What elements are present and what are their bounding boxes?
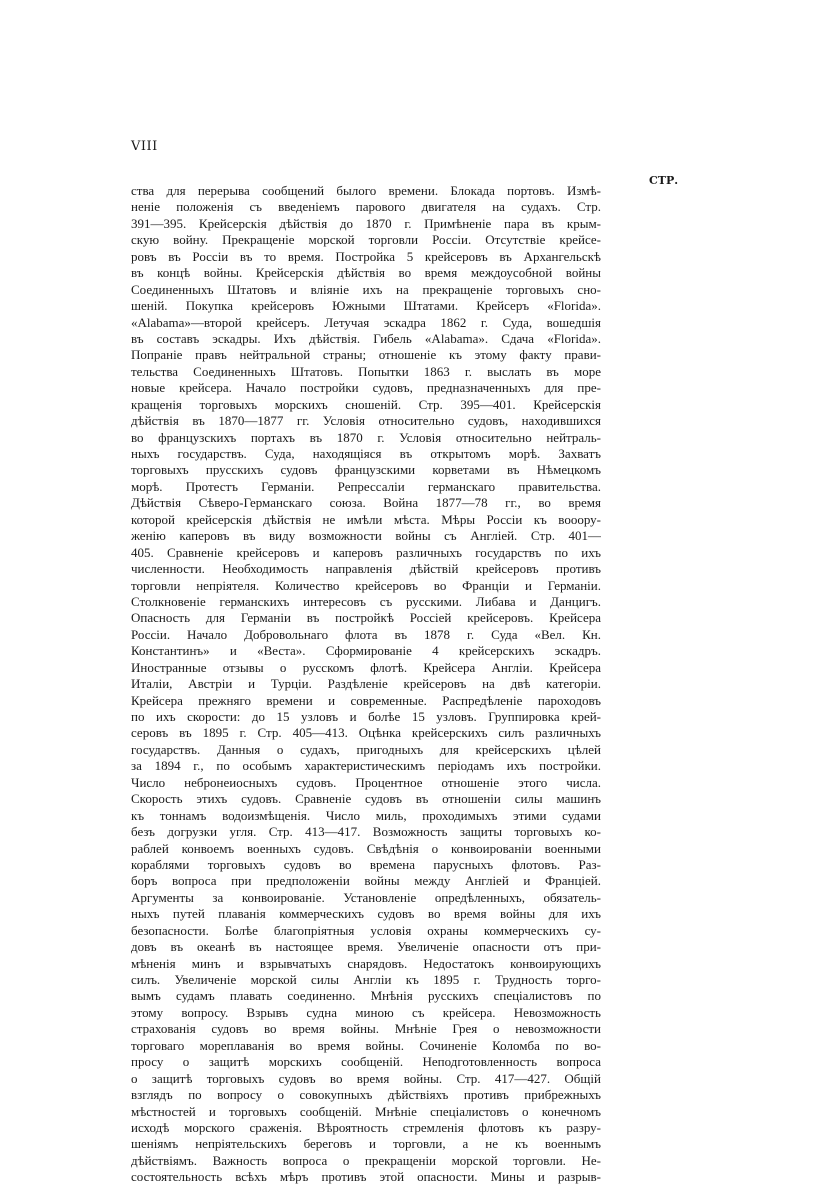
text-line: Скорость этихъ судовъ. Сравненіе судовъ въ отношеніи силы машинъ (131, 791, 601, 807)
text-line: неніе положенія съ введеніемъ парового двигателя на судахъ. Стр. (131, 199, 601, 215)
text-line: состоятельность всѣхъ мѣръ противъ этой опасности. Мины и разрыв- (131, 1169, 601, 1185)
text-line: Крейсера прежняго времени и современные. Распредѣленіе пароходовъ (131, 692, 601, 708)
text-line: Россіи. Начало Добровольнаго флота въ 1878 г. Суда «Вел. Кн. (131, 626, 601, 642)
text-line: морѣ. Протестъ Германіи. Репрессаліи германскаго правительства. (131, 478, 601, 494)
text-line: просу о защитѣ морскихъ сообщеній. Неподготовленность вопроса (131, 1054, 601, 1070)
text-line: Аргументы за конвоированіе. Установленіе опредѣленныхъ, обязатель- (131, 889, 601, 905)
text-line: торговыхъ прусскихъ судовъ французскими корветами въ Нѣмецкомъ (131, 462, 601, 478)
text-line: къ тоннамъ водоизмѣщенія. Число миль, проходимыхъ этими судами (131, 807, 601, 823)
text-line: этому вопросу. Взрывъ судна миною съ крейсера. Невозможность (131, 1004, 601, 1020)
text-line: въ концѣ войны. Крейсерскія дѣйствія во время междоусобной войны (131, 265, 601, 281)
text-line: Опасность для Германіи въ постройкѣ Россіей крейсеровъ. Крейсера (131, 610, 601, 626)
page-number: VIII (131, 139, 158, 154)
text-line: довъ въ океанѣ въ настоящее время. Увеличеніе опасности отъ при- (131, 939, 601, 955)
text-line: Попраніе правъ нейтральной страны; отношеніе къ этому факту прави- (131, 347, 601, 363)
text-line: мѣненія минъ и взрывчатыхъ снарядовъ. Недостатокъ конвоирующихъ (131, 955, 601, 971)
text-line: которой крейсерскія дѣйствія не имѣли мѣста. Мѣры Россіи къ вооору- (131, 511, 601, 527)
text-line: скую войну. Прекращеніе морской торговли Россіи. Отсутствіе крейсе- (131, 232, 601, 248)
text-line: о защитѣ торговыхъ судовъ во время войны. Стр. 417—427. Общій (131, 1070, 601, 1086)
text-line: Италіи, Австріи и Турціи. Раздѣленіе крейсеровъ на двѣ категоріи. (131, 676, 601, 692)
text-line: Число небронеиосныхъ судовъ. Процентное отношеніе этого числа. (131, 774, 601, 790)
text-line: Соединенныхъ Штатовъ и вліяніе ихъ на прекращеніе торговыхъ сно- (131, 281, 601, 297)
text-line: «Alabama»—второй крейсеръ. Летучая эскадра 1862 г. Суда, вошедшія (131, 314, 601, 330)
text-line: въ составъ эскадры. Ихъ дѣйствія. Гибель «Alabama». Сдача «Florida». (131, 330, 601, 346)
text-line: Иностранные отзывы о русскомъ флотѣ. Крейсера Англіи. Крейсера (131, 659, 601, 675)
text-line: безъ догрузки угля. Стр. 413—417. Возможность защиты торговыхъ ко- (131, 824, 601, 840)
text-line: ства для перерыва сообщений былого времени. Блокада портовъ. Измѣ- (131, 183, 601, 198)
text-line: кращенія торговыхъ морскихъ сношеній. Стр. 395—401. Крейсерскія (131, 396, 601, 412)
text-line: новые крейсера. Начало постройки судовъ, предназначенныхъ для пре- (131, 380, 601, 396)
text-line: Столкновеніе германскихъ интересовъ съ русскими. Либава и Данцигъ. (131, 593, 601, 609)
text-line: дѣйствія въ 1870—1877 гг. Условія относительно судовъ, находившихся (131, 413, 601, 429)
text-line: ровъ въ Россіи въ то время. Постройка 5 крейсеровъ въ Архангельскѣ (131, 248, 601, 264)
text-line: во французскихъ портахъ въ 1870 г. Условія относительно нейтраль- (131, 429, 601, 445)
text-line: раблей конвоемъ военныхъ судовъ. Свѣдѣнія о конвоированіи военными (131, 840, 601, 856)
text-line: кораблями торговыхъ судовъ во времена парусныхъ флотовъ. Раз- (131, 856, 601, 872)
margin-page-mark: СТР. (649, 174, 679, 187)
text-line: 405. Сравненіе крейсеровъ и каперовъ различныхъ государствъ по ихъ (131, 544, 601, 560)
text-line: взглядъ по вопросу о совокупныхъ дѣйствіяхъ противъ прибрежныхъ (131, 1087, 601, 1103)
text-line: торговли непріятеля. Количество крейсеровъ во Франціи и Германіи. (131, 577, 601, 593)
text-line: численности. Необходимость направленія дѣйствій крейсеровъ противъ (131, 561, 601, 577)
text-line: вымъ судамъ плавать соединенно. Мнѣнія русскихъ спеціалистовъ по (131, 988, 601, 1004)
text-line: Константинъ» и «Веста». Сформированіе 4 крейсерскихъ эскадръ. (131, 643, 601, 659)
text-line: шеніямъ непріятельскихъ береговъ и торговли, а не къ военнымъ (131, 1136, 601, 1152)
text-line: безопасности. Болѣе благопріятныя условія охраны коммерческихъ су- (131, 922, 601, 938)
text-line: 391—395. Крейсерскія дѣйствія до 1870 г. Примѣненіе пара въ крым- (131, 215, 601, 231)
text-line: серовъ въ 1895 г. Стр. 405—413. Оцѣнка крейсерскихъ силъ различныхъ (131, 725, 601, 741)
text-line: мѣстностей и торговыхъ сообщеній. Мнѣніе спеціалистовъ о конечномъ (131, 1103, 601, 1119)
body-text (131, 183, 601, 1186)
text-line: ныхъ путей плаванія коммерческихъ судовъ во время войны для ихъ (131, 906, 601, 922)
text-line: боръ вопроса при предположеніи войны между Англіей и Франціей. (131, 873, 601, 889)
text-line: страхованія судовъ во время войны. Мнѣніе Грея о невозможности (131, 1021, 601, 1037)
text-line: за 1894 г., по особымъ характеристическимъ періодамъ ихъ постройки. (131, 758, 601, 774)
text-line: шеній. Покупка крейсеровъ Южными Штатами. Крейсеръ «Florida». (131, 298, 601, 314)
text-line: по ихъ скорости: до 15 узловъ и болѣе 15 узловъ. Группировка крей- (131, 709, 601, 724)
text-line: дѣйствіямъ. Важность вопроса о прекращеніи морской торговли. Не- (131, 1152, 601, 1168)
text-line: тельства Соединенныхъ Штатовъ. Попытки 1863 г. выслать въ море (131, 363, 601, 379)
text-line: Дѣйствія Сѣверо-Германскаго союза. Война 1877—78 гг., во время (131, 495, 601, 511)
text-line: государствъ. Данныя о судахъ, пригодныхъ для крейсерскихъ цѣлей (131, 741, 601, 757)
text-line: женію каперовъ въ виду возможности войны съ Англіей. Стр. 401— (131, 528, 601, 544)
text-line: исходѣ морского сраженія. Вѣроятность стремленія флотовъ къ разру- (131, 1119, 601, 1135)
text-line: силъ. Увеличеніе морской силы Англіи къ 1895 г. Трудность торго- (131, 972, 601, 987)
text-line: ныхъ государствъ. Суда, находящіяся въ открытомъ морѣ. Захватъ (131, 446, 601, 461)
text-line: торговаго мореплаванія во время войны. Сочиненіе Коломба по во- (131, 1037, 601, 1053)
